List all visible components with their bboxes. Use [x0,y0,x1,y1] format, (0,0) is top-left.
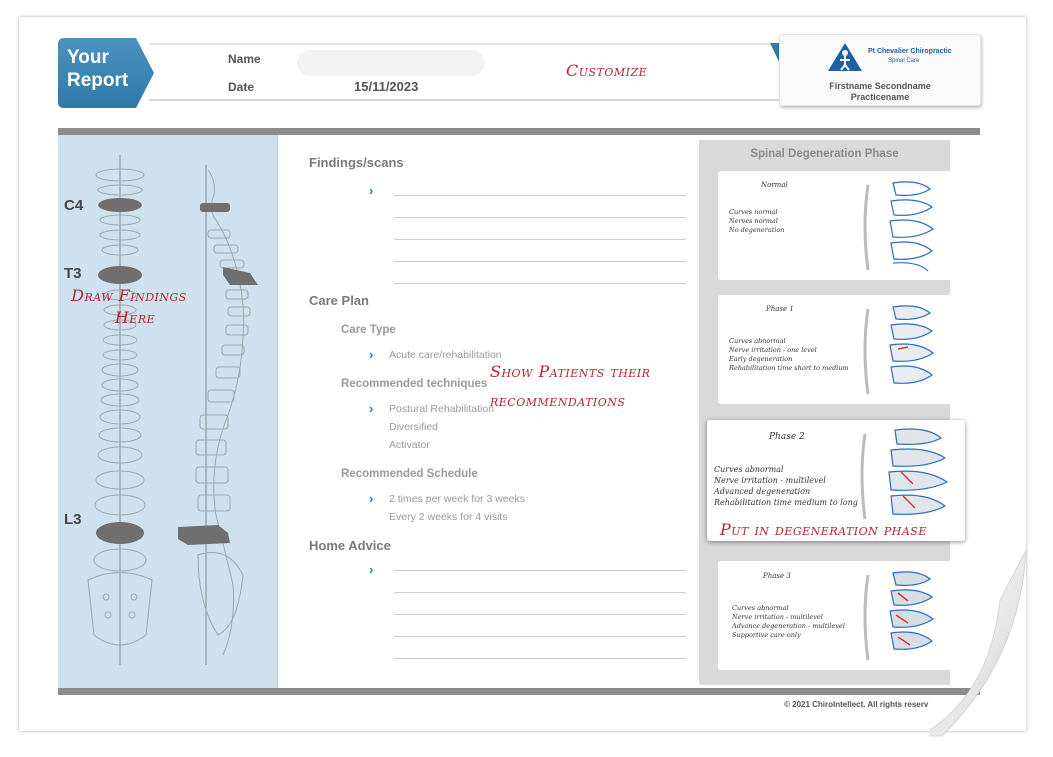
phase-description: Curves abnormal Nerve irritation - multilevel Advanced degeneration Rehabilitation time medium to long [714,465,858,507]
phase-title: Phase 2 [769,432,805,442]
badge-title: Your Report [67,47,129,91]
phase-description: Curves abnormal Nerve irritation - multilevel Advance degeneration - multilevel Supportive care only [732,604,845,639]
schedule-chevron-icon: › [369,491,374,506]
findings-line[interactable] [394,195,686,196]
phase-title: Phase 3 [763,572,791,580]
home-advice-line[interactable] [394,570,686,571]
top-divider [58,128,980,135]
home-advice-line[interactable] [394,636,686,637]
spine-illustration [58,135,278,688]
practice-name: Pt Chevalier Chiropractic [868,48,952,55]
care-type-value[interactable]: Acute care/rehabilitation [389,349,502,361]
l3-side-marker [178,525,230,545]
spine-segment-icon [858,299,948,401]
spine-segment-icon [858,175,948,277]
report-sheet [19,17,1026,731]
home-advice-line[interactable] [394,614,686,615]
care-plan-title: Care Plan [309,293,369,308]
degeneration-title: Spinal Degeneration Phase [750,148,899,160]
findings-line[interactable] [394,261,686,262]
phase-card-3[interactable] [718,561,952,670]
techniques-chevron-icon: › [369,401,374,416]
findings-line[interactable] [394,217,686,218]
page-curl [930,540,1030,740]
technique-item[interactable]: Postural Rehabilitation [389,403,495,415]
phase-description: Curves abnormal Nerve irritation - one level Early degeneration Rehabilitation time short to medium [729,337,849,372]
phase-description: Curves normal Nerves normal No degeneration [729,208,785,234]
home-advice-line[interactable] [394,592,686,593]
name-label: Name [228,52,261,66]
practice-name-placeholder: Practicename [850,92,910,102]
show-patients-note: Show Patients their recommendations [490,362,651,410]
practice-logo-icon [826,41,864,73]
date-value[interactable]: 15/11/2023 [354,79,419,94]
header-rule-top [149,43,789,45]
t3-side-marker [223,267,258,285]
degeneration-phase-note: Put in degeneration phase [720,520,927,539]
schedule-label: Recommended Schedule [341,468,478,480]
findings-chevron-icon: › [369,183,374,198]
date-label: Date [228,80,255,94]
vertebra-label-c4: C4 [64,197,84,214]
care-type-label: Care Type [341,324,396,336]
findings-title: Findings/scans [309,155,404,170]
draw-findings-note: Draw Findings Here [71,286,187,327]
techniques-label: Recommended techniques [341,378,488,390]
practice-logo-box [779,34,981,106]
c4-front-marker [98,198,142,212]
technique-item[interactable]: Diversified [389,421,439,433]
home-advice-chevron-icon: › [369,562,374,577]
schedule-line[interactable]: Every 2 weeks for 4 visits [389,511,508,523]
customize-note: Customize [566,61,648,80]
care-type-chevron-icon: › [369,347,374,362]
name-field[interactable] [297,50,485,76]
vertebra-label-l3: L3 [64,511,82,528]
c4-side-marker [200,203,230,212]
t3-front-marker [98,266,142,284]
phase-title: Phase 1 [766,305,794,313]
home-advice-line[interactable] [394,658,686,659]
copyright-text: © 2021 ChiroIntellect. All rights reserv [784,700,929,709]
header-rule-bottom [149,99,789,101]
spine-segment-icon [857,424,961,524]
findings-line[interactable] [394,239,686,240]
phase-card-1[interactable] [718,295,952,404]
l3-front-marker [96,522,144,544]
bottom-divider [58,688,980,695]
findings-line[interactable] [394,283,686,284]
phase-card-normal[interactable] [718,171,952,280]
home-advice-title: Home Advice [309,538,391,553]
practitioner-name: Firstname Secondname [829,81,931,91]
vertebra-label-t3: T3 [64,265,82,282]
practice-tagline: Spinal Care [888,58,920,64]
phase-title: Normal [761,181,788,189]
schedule-line[interactable]: 2 times per week for 3 weeks [389,493,525,505]
technique-item[interactable]: Activator [389,439,430,451]
spine-drawing-panel[interactable] [58,135,278,688]
